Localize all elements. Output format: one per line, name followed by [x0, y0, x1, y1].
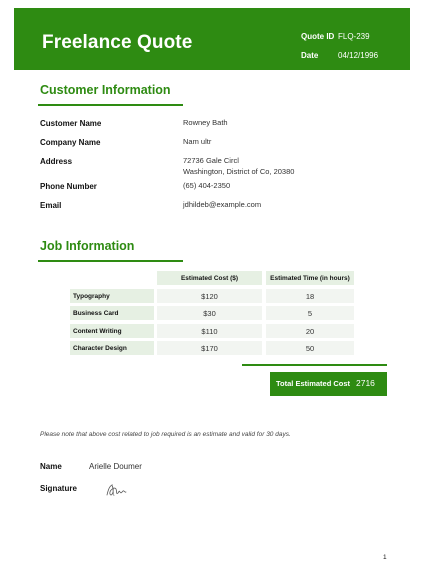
- name-value: Arielle Doumer: [89, 462, 142, 471]
- quote-id-value: FLQ-239: [338, 32, 370, 41]
- address-line2: Washington, District of Co, 20380: [183, 167, 295, 176]
- column-header-time: Estimated Time (in hours): [266, 271, 354, 285]
- total-rule: [242, 364, 387, 366]
- name-label: Name: [40, 462, 62, 471]
- customer-section-rule: [38, 104, 183, 106]
- job-row-label: Business Card: [70, 306, 154, 320]
- header-banner: [14, 8, 410, 70]
- page-number: 1: [383, 554, 387, 561]
- job-row-label: Character Design: [70, 341, 154, 355]
- customer-name-label: Customer Name: [40, 119, 102, 128]
- job-row-time: 5: [266, 306, 354, 320]
- phone-label: Phone Number: [40, 182, 97, 191]
- column-header-cost: Estimated Cost ($): [157, 271, 262, 285]
- address-line1: 72736 Gale Circl: [183, 156, 239, 165]
- signature-image: [104, 480, 128, 500]
- job-row-time: 50: [266, 341, 354, 355]
- total-label: Total Estimated Cost: [276, 379, 351, 388]
- job-row-cost: $120: [157, 289, 262, 303]
- job-section-title: Job Information: [40, 239, 135, 253]
- quote-id-label: Quote ID: [301, 32, 335, 41]
- validity-note: Please note that above cost related to job required is an estimate and valid for 30 days.: [40, 431, 291, 438]
- job-row-cost: $30: [157, 306, 262, 320]
- email-label: Email: [40, 201, 62, 210]
- job-row-cost: $110: [157, 324, 262, 338]
- phone-value: (65) 404-2350: [183, 181, 231, 190]
- signature-label: Signature: [40, 484, 77, 493]
- total-value: 2716: [356, 378, 375, 388]
- total-box: [270, 372, 387, 396]
- date-label: Date: [301, 51, 319, 60]
- page-title: Freelance Quote: [42, 32, 193, 53]
- date-value: 04/12/1996: [338, 51, 379, 60]
- company-name-value: Nam ultr: [183, 137, 212, 146]
- job-row-cost: $170: [157, 341, 262, 355]
- job-row-label: Content Writing: [70, 324, 154, 338]
- customer-section-title: Customer Information: [40, 83, 171, 97]
- job-row-time: 18: [266, 289, 354, 303]
- customer-name-value: Rowney Bath: [183, 118, 228, 127]
- company-name-label: Company Name: [40, 138, 101, 147]
- email-value: jdhildeb@example.com: [183, 200, 262, 209]
- job-row-label: Typography: [70, 289, 154, 303]
- job-row-time: 20: [266, 324, 354, 338]
- address-label: Address: [40, 157, 73, 166]
- job-section-rule: [38, 260, 183, 262]
